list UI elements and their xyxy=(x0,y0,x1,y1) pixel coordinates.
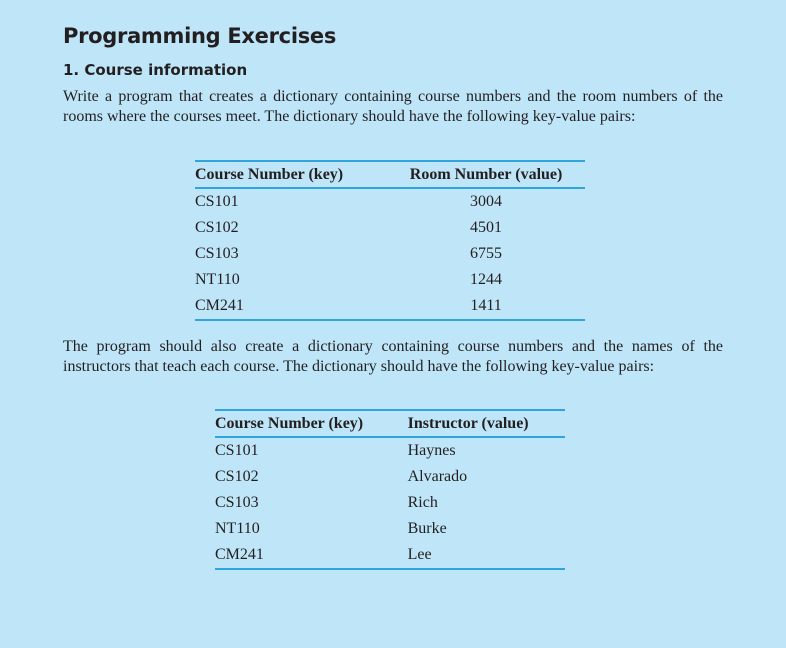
cell: CS103 xyxy=(215,493,259,511)
cell: 1411 xyxy=(387,293,585,320)
cell: NT110 xyxy=(195,270,240,288)
table-row xyxy=(195,267,585,293)
cell: CS101 xyxy=(215,441,259,459)
table-row xyxy=(195,241,585,267)
cell: NT110 xyxy=(215,519,260,537)
instructor-table xyxy=(215,409,565,570)
exercise-title: 1. Course information xyxy=(63,61,248,79)
room-table xyxy=(195,160,585,321)
cell: 6755 xyxy=(470,244,503,262)
table-row xyxy=(195,293,585,320)
table-row xyxy=(215,516,565,542)
table-row xyxy=(195,215,585,241)
table-row xyxy=(215,490,565,516)
cell: CS102 xyxy=(215,467,259,485)
cell: Lee xyxy=(408,542,565,569)
column-header: Room Number (value) xyxy=(387,161,585,188)
table-row xyxy=(215,437,565,464)
column-header: Course Number (key) xyxy=(195,161,387,188)
section-heading: Programming Exercises xyxy=(63,24,337,48)
cell: CM241 xyxy=(195,293,387,320)
cell: Haynes xyxy=(407,441,456,459)
cell: CS102 xyxy=(195,218,239,236)
paragraph-1: Write a program that creates a dictionary containing course numbers and the room numbers of the rooms where the courses meet. The dictionary should have the following key-value pairs: xyxy=(63,88,723,125)
table-row xyxy=(215,464,565,490)
cell: CS103 xyxy=(195,244,239,262)
cell: CM241 xyxy=(215,542,408,569)
cell: Rich xyxy=(407,493,438,511)
table-row xyxy=(195,188,585,215)
table-row xyxy=(215,542,565,569)
cell: Burke xyxy=(407,519,447,537)
cell: 4501 xyxy=(470,218,503,236)
paragraph-2: The program should also create a dictionary containing course numbers and the names of the instructors that teach each course. The dictionary should have the following key-value pairs: xyxy=(63,338,723,375)
cell: 3004 xyxy=(470,192,503,210)
cell: 1244 xyxy=(470,270,503,288)
column-header: Course Number (key) xyxy=(215,410,408,437)
cell: Alvarado xyxy=(407,467,468,485)
column-header: Instructor (value) xyxy=(408,410,565,437)
cell: CS101 xyxy=(195,192,239,210)
